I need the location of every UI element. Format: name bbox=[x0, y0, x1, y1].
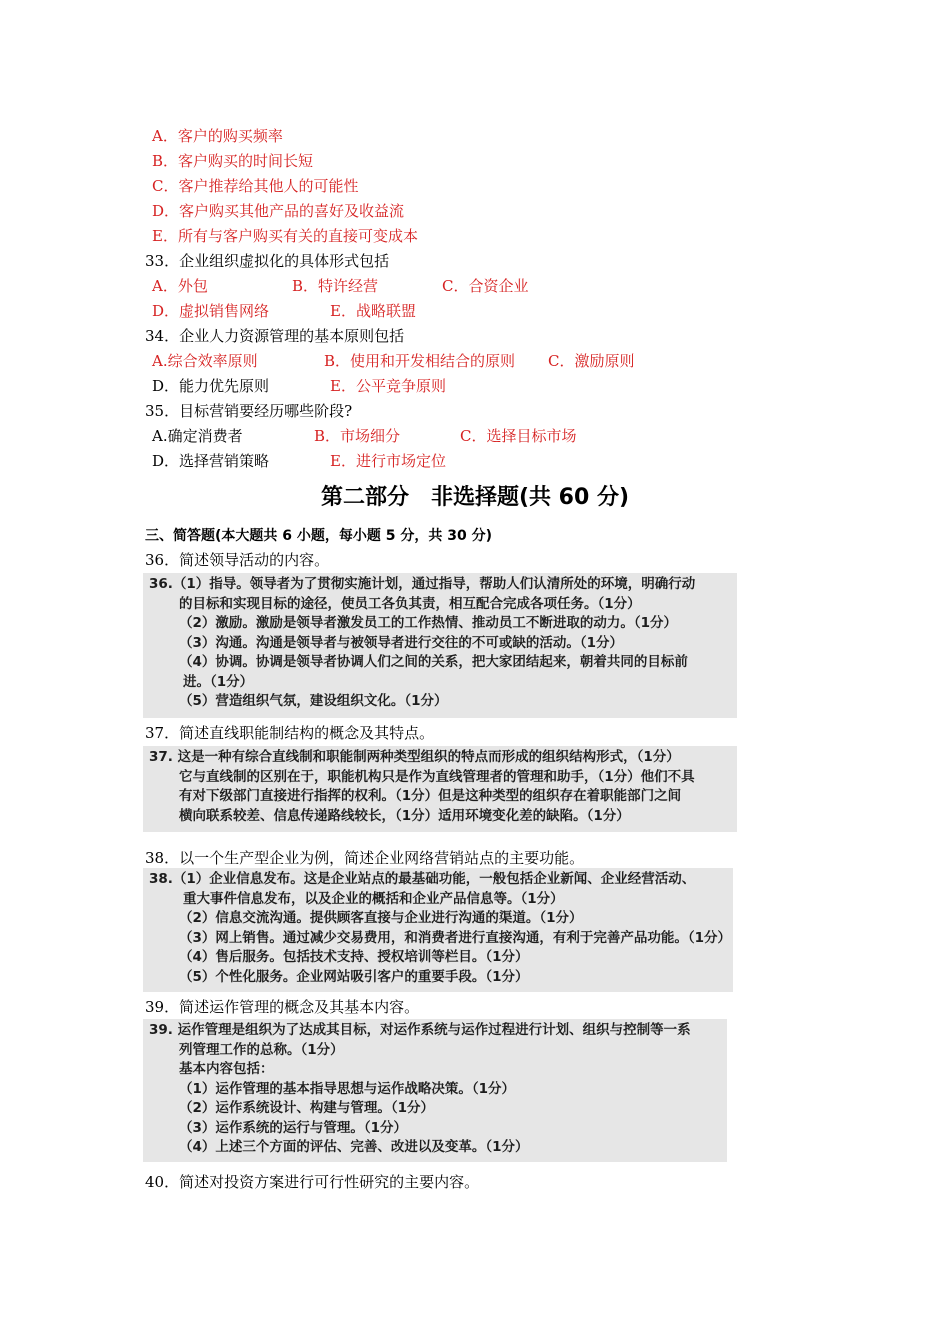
q39-answer-line: 基本内容包括： bbox=[179, 1061, 274, 1077]
q36-stem: 36．简述领导活动的内容。 bbox=[145, 551, 330, 569]
q37-answer-image bbox=[143, 746, 737, 832]
q32-option-c: C．客户推荐给其他人的可能性 bbox=[152, 177, 359, 195]
q36-answer-line: 的目标和实现目标的途径，使员工各负其责，相互配合完成各项任务。（1分） bbox=[179, 595, 641, 612]
q33-option-b: B．特许经营 bbox=[292, 277, 379, 295]
q39-answer-line: （2）运作系统设计、构建与管理。（1分） bbox=[179, 1100, 435, 1116]
q39-answer-line: （3）运作系统的运行与管理。（1分） bbox=[179, 1119, 408, 1136]
q38-answer-line: （5）个性化服务。企业网站吸引客户的重要手段。（1分） bbox=[179, 968, 529, 985]
q39-answer-image bbox=[143, 1019, 727, 1162]
q37-answer-line: 37. 这是一种有综合直线制和职能制两种类型组织的特点而形成的组织结构形式，（1分） bbox=[149, 749, 680, 765]
q32-option-d: D．客户购买其他产品的喜好及收益流 bbox=[152, 202, 405, 220]
q39-stem: 39．简述运作管理的概念及其基本内容。 bbox=[145, 998, 420, 1016]
q39-answer-line: 39. 运作管理是组织为了达成其目标，对运作系统与运作过程进行计划、组织与控制等一系 bbox=[149, 1022, 691, 1038]
q36-answer-line: 36.（1）指导。领导者为了贯彻实施计划，通过指导，帮助人们认清所处的环境，明确行动 bbox=[149, 576, 696, 592]
q34-option-d: D．能力优先原则 bbox=[152, 377, 270, 395]
q39-answer-line: （1）运作管理的基本指导思想与运作战略决策。（1分） bbox=[179, 1080, 516, 1097]
q32-option-a: A．客户的购买频率 bbox=[152, 127, 283, 145]
q39-answer-line: （4）上述三个方面的评估、完善、改进以及变革。（1分） bbox=[179, 1139, 529, 1155]
section-header: 三、简答题(本大题共 6 小题，每小题 5 分，共 30 分) bbox=[145, 528, 493, 544]
q34-stem: 34．企业人力资源管理的基本原则包括 bbox=[145, 327, 405, 345]
q35-option-b: B．市场细分 bbox=[314, 427, 401, 445]
q36-answer-line: （2）激励。激励是领导者激发员工的工作热情、推动员工不断进取的动力。（1分） bbox=[179, 615, 678, 631]
q33-stem: 33．企业组织虚拟化的具体形式包括 bbox=[145, 252, 390, 270]
q36-answer-line: 进。（1分） bbox=[183, 673, 254, 690]
part-title: 第二部分 非选择题(共 60 分) bbox=[320, 485, 630, 510]
q34-option-c: C．激励原则 bbox=[548, 352, 635, 370]
q36-answer-line: （3）沟通。沟通是领导者与被领导者进行交往的不可或缺的活动。（1分） bbox=[179, 634, 624, 651]
q36-answer-line: （4）协调。协调是领导者协调人们之间的关系，把大家团结起来，朝着共同的目标前 bbox=[179, 654, 688, 670]
q36-answer-line: （5）营造组织气氛，建设组织文化。（1分） bbox=[179, 693, 448, 709]
q32-option-b: B．客户购买的时间长短 bbox=[152, 152, 314, 170]
q35-option-c: C．选择目标市场 bbox=[460, 427, 577, 445]
q34-option-e: E．公平竞争原则 bbox=[330, 377, 446, 395]
q33-option-d: D．虚拟销售网络 bbox=[152, 302, 270, 320]
q35-stem: 35．目标营销要经历哪些阶段? bbox=[145, 402, 353, 420]
q38-stem: 38．以一个生产型企业为例，简述企业网络营销站点的主要功能。 bbox=[145, 849, 585, 867]
q38-answer-line: 38.（1）企业信息发布。这是企业站点的最基础功能，一般包括企业新闻、企业经营活动、 bbox=[149, 871, 696, 887]
q33-option-a: A．外包 bbox=[152, 277, 208, 295]
q37-answer-line: 有对下级部门直接进行指挥的权利。（1分）但是这种类型的组织存在着职能部门之间 bbox=[179, 788, 682, 804]
q36-answer-image bbox=[143, 573, 737, 718]
q37-stem: 37．简述直线职能制结构的概念及其特点。 bbox=[145, 724, 435, 742]
q35-option-a: A.确定消费者 bbox=[152, 427, 243, 445]
q38-answer-line: （2）信息交流沟通。提供顾客直接与企业进行沟通的渠道。（1分） bbox=[179, 910, 583, 926]
q40-stem: 40．简述对投资方案进行可行性研究的主要内容。 bbox=[145, 1173, 480, 1191]
q38-answer-line: 重大事件信息发布，以及企业的概括和企业产品信息等。（1分） bbox=[183, 890, 564, 907]
q38-answer-line: （3）网上销售。通过减少交易费用，和消费者进行直接沟通，有利于完善产品功能。（1分） bbox=[179, 929, 732, 946]
q37-answer-line: 它与直线制的区别在于，职能机构只是作为直线管理者的管理和助手，（1分）他们不具 bbox=[179, 768, 695, 785]
q37-answer-line: 横向联系较差、信息传递路线较长，（1分）适用环境变化差的缺陷。（1分） bbox=[179, 807, 630, 824]
q34-option-b: B．使用和开发相结合的原则 bbox=[324, 352, 516, 370]
q35-option-d: D．选择营销策略 bbox=[152, 452, 270, 470]
q32-option-e: E．所有与客户购买有关的直接可变成本 bbox=[152, 227, 418, 245]
q39-answer-line: 列管理工作的总称。（1分） bbox=[179, 1041, 344, 1058]
q38-answer-image bbox=[143, 868, 733, 992]
q33-option-e: E．战略联盟 bbox=[330, 302, 416, 320]
q35-option-e: E．进行市场定位 bbox=[330, 452, 446, 470]
q33-option-c: C．合资企业 bbox=[442, 277, 529, 295]
q34-option-a: A.综合效率原则 bbox=[152, 352, 258, 370]
q38-answer-line: （4）售后服务。包括技术支持、授权培训等栏目。（1分） bbox=[179, 949, 529, 965]
